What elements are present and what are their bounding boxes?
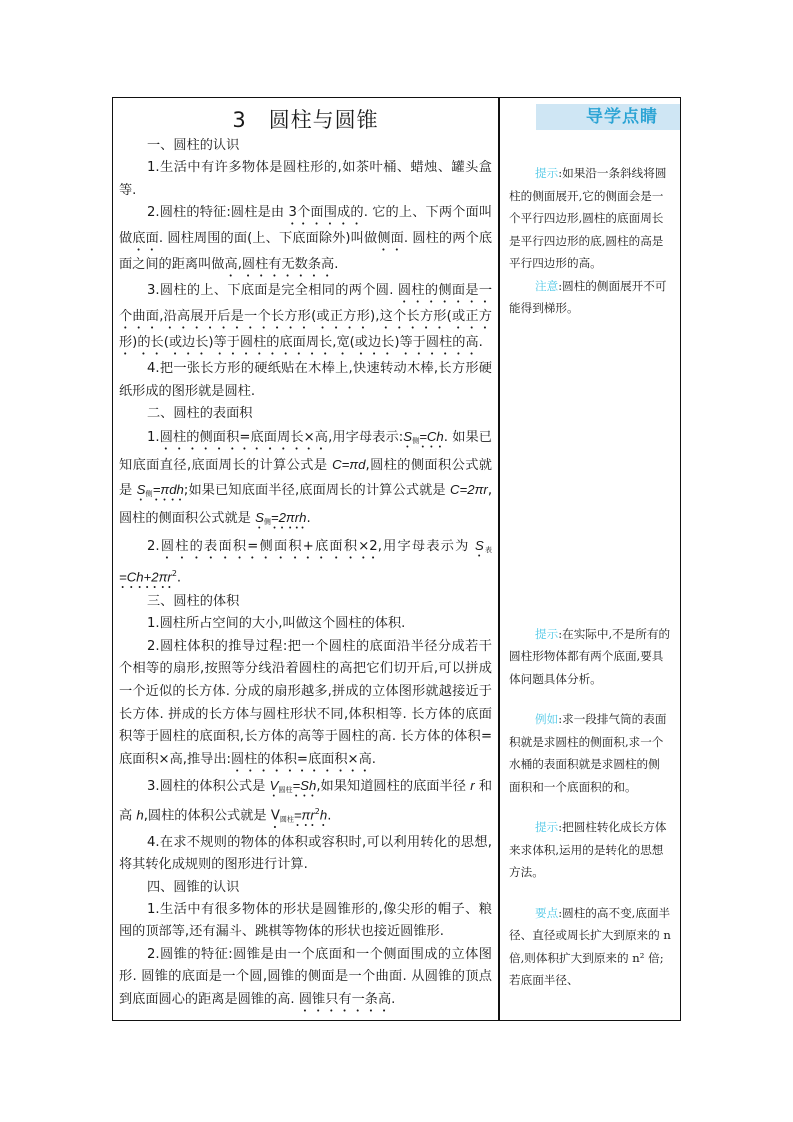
text: 和高 [119, 778, 493, 824]
main-column [113, 98, 498, 1020]
text: 2.圆柱体积的推导过程:把一个圆柱的底面沿半径分成若干个相等的扇形,按照等分线沿着圆柱的高把它们切开后,可以拼成一个近似的长方体. 分成的扇形越多,拼成的立体图形就越接近于长方体. 拼成的长方体与圆柱形状不同,体积相等. 长方体的底面积等于圆柱的底面积,长方体的高等于圆柱的高. 长方体的体积=底面积×高,推导出: [119, 638, 492, 767]
formula: =πr [293, 807, 315, 823]
paragraph [119, 534, 492, 591]
section-heading: 四、圆锥的认识 [147, 879, 240, 895]
sidebar-note [500, 708, 680, 798]
note-tag: 提示 [535, 166, 559, 180]
sidebar-note [500, 162, 680, 275]
paragraph [119, 636, 492, 775]
emphasis: 圆锥只有一条高 [298, 991, 392, 1007]
paragraph: 1.圆柱所占空间的大小,叫做这个圆柱的体积. [147, 616, 406, 632]
text: . [327, 808, 332, 824]
subscript: 圆柱 [278, 785, 293, 794]
emphasis: 3个面围成的 [288, 205, 364, 220]
paragraph: 4.在求不规则的物体的体积或容积时,可以利用转化的思想,将其转化成规则的图形进行计算. [119, 834, 492, 873]
text: . 圆柱周围的面(上、下底面除外)叫做 [158, 231, 378, 246]
paragraph: 4.把一张长方形的硬纸贴在木棒上,快速转动木棒,长方形硬纸形成的图形就是圆柱. [119, 361, 492, 399]
formula: h [136, 807, 144, 823]
formula: =2πrh [270, 510, 307, 525]
note-text: :圆柱的高不变,底面半径、直径或周长扩大到原来的 n 倍,则体积扩大到原来的 n² 倍;若底面半径、 [509, 905, 671, 987]
text: . 它的上、下两个面叫做 [119, 205, 493, 246]
text: 1. [147, 430, 160, 445]
sidebar-note [500, 623, 680, 691]
formula: C=πd [332, 457, 366, 472]
section-heading: 一、圆柱的认识 [147, 138, 240, 153]
emphasis: 圆柱的侧面是一个曲面,沿高展开后是一个长方形(或正方形),这个长方形(或正方形)的长(或边长)等于圆柱的底面周长,宽(或边长)等于圆柱的高 [119, 283, 493, 350]
text: 3.圆柱的上、下底面是完全相同的两个圆. [147, 283, 398, 298]
note-tag: 注意 [535, 278, 559, 293]
paragraph [119, 202, 492, 280]
emphasis: 高 [224, 257, 238, 272]
superscript: 2 [171, 569, 177, 578]
banner-label: 导学点睛 [586, 107, 658, 127]
text: ,圆柱的侧面积公式就是 [119, 458, 492, 498]
paragraph [119, 280, 492, 358]
text: ,圆柱的侧面积公式就是 [119, 483, 493, 526]
note-tag: 提示 [535, 626, 559, 641]
text: ,如果知道圆柱的底面半径 [316, 778, 471, 794]
note-text: :圆柱的侧面展开不可能得到梯形。 [509, 278, 667, 315]
section-heading: 二、圆柱的表面积 [147, 406, 253, 421]
text: 2. [147, 539, 160, 554]
text: . [176, 570, 182, 586]
note-tag: 提示 [535, 820, 559, 834]
subscript: 侧 [145, 490, 153, 498]
note-text: :把圆柱转化成长方体来求体积,运用的是转化的思想方法。 [509, 820, 667, 879]
emphasis: 侧面 [377, 231, 404, 246]
formula: V [270, 808, 280, 824]
sidebar-note [500, 816, 680, 884]
text: ,用字母表示: [328, 430, 404, 445]
formula: V [269, 777, 279, 793]
sidebar-column [500, 98, 680, 1020]
text: . 如果已知底面直径,底面周长的计算公式是 [119, 430, 492, 473]
note-text: :在实际中,不是所有的圆柱形物体都有两个底面,要具体问题具体分析。 [509, 626, 671, 686]
note-tag: 例如 [535, 712, 559, 726]
paragraph [119, 944, 492, 1015]
emphasis: 圆柱的侧面积=底面周长×高 [159, 430, 329, 445]
text: . [334, 257, 339, 272]
chapter-number: 3 [232, 108, 247, 132]
formula: =Ch+2πr [119, 569, 172, 585]
formula: =Ch [419, 429, 444, 444]
emphasis: 圆柱的表面积=侧面积+底面积×2 [159, 539, 378, 554]
note-text: :如果沿一条斜线将圆柱的侧面展开,它的侧面会是一个平行四边形,圆柱的底面周长是平行四边形的底,圆柱的高是平行四边形的高。 [509, 166, 667, 270]
chevron-right-icon [536, 104, 548, 130]
paragraph [119, 425, 492, 534]
emphasis: 圆柱有无数条高 [241, 257, 335, 272]
text: , [237, 257, 242, 272]
formula: =Sh [292, 777, 317, 793]
formula: C=2πr [450, 482, 488, 497]
sidebar-note [500, 275, 680, 320]
content-table [112, 97, 681, 1021]
guide-banner [500, 102, 680, 132]
paragraph [119, 775, 492, 832]
text: . [478, 335, 483, 350]
superscript: 2 [314, 807, 320, 817]
emphasis: 圆柱的体积=底面积×高 [231, 751, 372, 767]
paragraph: 1.生活中有许多物体是圆柱形的,如茶叶桶、蜡烛、罐头盒等. [119, 160, 492, 198]
text: ;如果已知底面半径,底面周长的计算公式就是 [183, 483, 451, 498]
formula: S [403, 429, 413, 444]
chapter-title: 圆柱与圆锥 [268, 108, 379, 132]
note-tag: 要点 [535, 905, 559, 920]
text: . [306, 511, 311, 526]
text: 2.圆柱的特征:圆柱是由 [147, 205, 289, 220]
text: . 圆柱的两个底面之间的距离叫做 [119, 231, 493, 272]
subscript: 表 [483, 546, 493, 554]
emphasis: 底面 [132, 231, 159, 246]
text: 3.圆柱的体积公式是 [147, 778, 270, 794]
section-heading: 三、圆柱的体积 [147, 594, 240, 610]
formula: =πdh [152, 482, 184, 497]
sidebar-note [500, 902, 680, 992]
text: ,用字母表示为 [377, 539, 475, 554]
formula: S [255, 510, 264, 525]
subscript: 圆柱 [279, 815, 294, 824]
formula: h [319, 807, 328, 823]
page-title [119, 105, 492, 135]
text: . [371, 751, 376, 767]
formula: S [136, 482, 146, 497]
formula: r [470, 777, 475, 793]
text: . [391, 991, 396, 1007]
paragraph: 1.生活中有很多物体的形状是圆锥形的,像尖形的帽子、粮囤的顶部等,还有漏斗、跳棋等物体的形状也接近圆锥形. [119, 901, 492, 940]
subscript: 侧 [412, 437, 420, 445]
text: ,圆柱的体积公式就是 [143, 808, 271, 824]
formula: S [474, 538, 484, 553]
text: 2.圆锥的特征:圆锥是由一个底面和一个侧面围成的立体图形. 圆锥的底面是一个圆,圆锥的侧面是一个曲面. 从圆锥的顶点到底面圆心的距离是圆锥的高. [119, 946, 492, 1007]
subscript: 侧 [263, 518, 271, 526]
note-text: :求一段排气筒的表面积就是求圆柱的侧面积,求一个水桶的表面积就是求圆柱的侧面积和一个底面积的和。 [509, 712, 667, 794]
